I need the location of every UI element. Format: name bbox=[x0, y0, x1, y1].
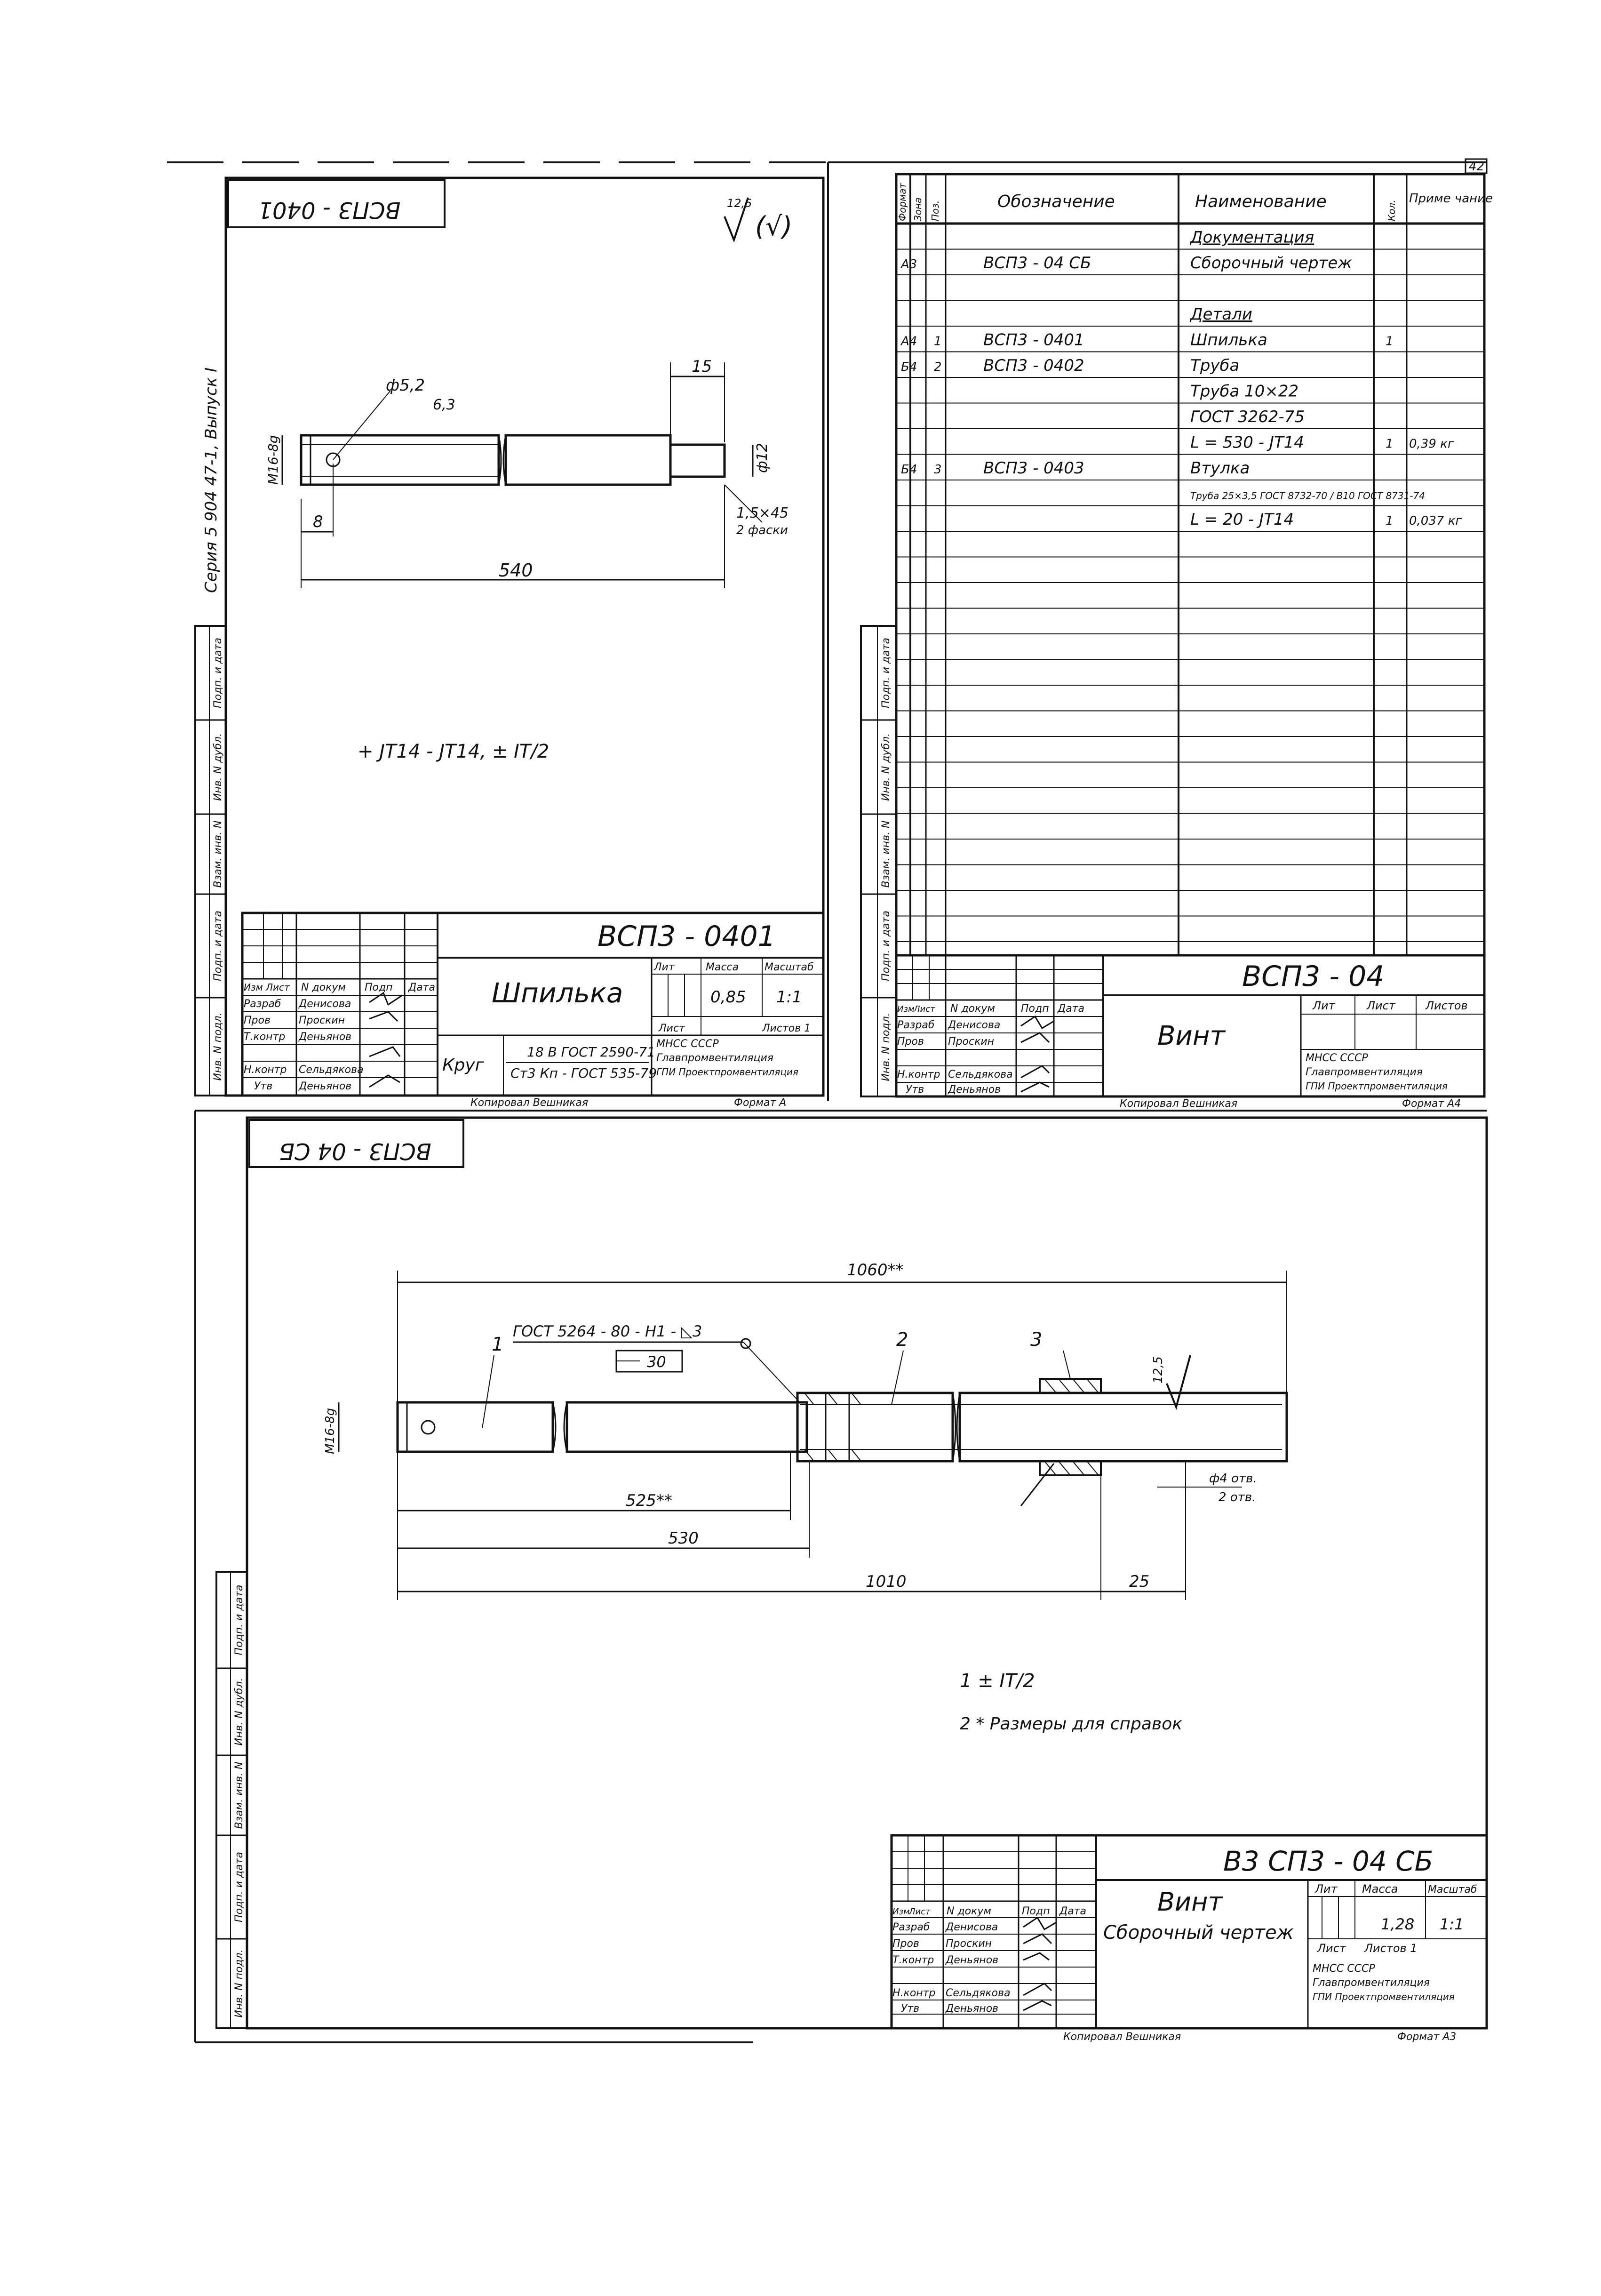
sheet2-title-code: ВСП3 - 04 bbox=[1242, 960, 1385, 993]
hdr-qty: Кол. bbox=[1386, 200, 1397, 221]
sheet3-title-code: В3 СП3 - 04 СБ bbox=[1223, 1845, 1434, 1877]
s2-stamp-list: Лист bbox=[914, 1004, 935, 1014]
dim-25: 25 bbox=[1129, 1572, 1150, 1591]
spec-cell-name: ГОСТ 3262-75 bbox=[1190, 408, 1305, 426]
stamp-sign: Подп bbox=[365, 982, 393, 993]
stamp-name-2: Проскин bbox=[299, 1015, 345, 1026]
s3-name-5: Деньянов bbox=[946, 2003, 999, 2015]
stamp-role-2: Пров bbox=[244, 1015, 271, 1026]
dim-525: 525** bbox=[626, 1491, 672, 1510]
sheet1-mass: Масса bbox=[706, 961, 739, 973]
sheet2-org3: ГПИ Проектпромвентиляция bbox=[1306, 1080, 1448, 1092]
sheet3-code-mirrored: ВСП3 - 04 СБ bbox=[279, 1138, 431, 1164]
s2-role-4: Н.контр bbox=[897, 1069, 940, 1080]
s3-role-4: Н.контр bbox=[892, 1987, 936, 1999]
page-number: 42 bbox=[1469, 160, 1485, 174]
sheet2-format: Формат А4 bbox=[1402, 1098, 1461, 1110]
sheet2-sheets: Листов bbox=[1426, 999, 1468, 1012]
sheet3-scale: Масштаб bbox=[1428, 1884, 1477, 1896]
hdr-code: Обозначение bbox=[997, 192, 1115, 211]
side-label: Подп. и дата bbox=[233, 1584, 245, 1656]
stamp-date: Дата bbox=[408, 982, 435, 993]
stamp-role-3: Т.контр bbox=[244, 1031, 286, 1043]
s2-role-5: Утв bbox=[906, 1084, 924, 1096]
sheet3-title-sub: Сборочный чертеж bbox=[1103, 1922, 1294, 1944]
side-label: Подп. и дата bbox=[212, 911, 224, 981]
spec-cell-name: Сборочный чертеж bbox=[1190, 254, 1352, 272]
dim-15: 15 bbox=[692, 357, 712, 376]
s3-stamp-list: Лист bbox=[909, 1907, 931, 1917]
sheet3-roughness: 12,5 bbox=[1151, 1356, 1165, 1384]
stamp-role-4: Н.контр bbox=[244, 1064, 287, 1076]
sheet1-material-prefix: Круг bbox=[442, 1056, 484, 1075]
sheet1-copied: Копировал Вешникая bbox=[470, 1097, 589, 1109]
sheet3-lit: Лит bbox=[1315, 1882, 1338, 1896]
hdr-zone: Зона bbox=[912, 197, 924, 221]
dim-thread: М16-8g bbox=[265, 435, 281, 485]
side-label: Взам. инв. N bbox=[212, 820, 224, 888]
s3-role-2: Пров bbox=[892, 1938, 919, 1950]
hdr-format: Формат bbox=[897, 183, 908, 221]
side-label: Инв. N дубл. bbox=[880, 733, 892, 801]
sheet1-roughness-paren: (√) bbox=[755, 211, 793, 242]
stamp-name-4: Сельдякова bbox=[299, 1064, 364, 1076]
sheet1-lit: Лит bbox=[654, 961, 675, 973]
stamp-name-3: Деньянов bbox=[299, 1031, 352, 1043]
sheet1-title-code: ВСП3 - 0401 bbox=[597, 920, 776, 953]
s3-name-1: Денисова bbox=[946, 1921, 998, 1933]
s2-role-1: Разраб bbox=[897, 1019, 935, 1031]
spec-row-lines bbox=[896, 249, 1484, 942]
sheet2-copied: Копировал Вешникая bbox=[1120, 1098, 1238, 1110]
spec-cell-code: ВСП3 - 0402 bbox=[983, 356, 1084, 375]
sheet3-thread: М16-8g bbox=[323, 1408, 337, 1454]
signature-marks bbox=[369, 993, 402, 1087]
sheet1-code-mirrored: ВСП3 - 0401 bbox=[258, 197, 401, 223]
s2-name-1: Денисова bbox=[948, 1019, 1001, 1031]
sheet1-org3: ГПИ Проектпромвентиляция bbox=[656, 1066, 798, 1078]
stamp-name-1: Денисова bbox=[299, 998, 351, 1010]
sheet1-scale-val: 1:1 bbox=[776, 988, 802, 1007]
dim-chamfer-note: 2 фаски bbox=[736, 523, 788, 537]
spec-table bbox=[896, 174, 1484, 955]
spec-cell-pos: 3 bbox=[934, 463, 942, 477]
sheet3-scale-val: 1:1 bbox=[1440, 1915, 1464, 1933]
spec-cell-note: 0,39 кг bbox=[1409, 437, 1454, 451]
dim-roughness: 6,3 bbox=[433, 397, 455, 413]
side-label: Подп. и дата bbox=[880, 911, 892, 981]
sheet-1 bbox=[195, 178, 823, 1109]
s2-stamp-sign: Подп bbox=[1021, 1003, 1049, 1015]
spec-cell-name: Втулка bbox=[1190, 459, 1250, 478]
note-2: 2 * Размеры для справок bbox=[960, 1714, 1182, 1734]
side-label: Взам. инв. N bbox=[233, 1761, 245, 1829]
screw-assembly-drawing bbox=[339, 1271, 1287, 1600]
s3-role-3: Т.контр bbox=[892, 1954, 934, 1966]
sheet3-mass: Масса bbox=[1362, 1882, 1398, 1896]
spec-cell-qty: 1 bbox=[1386, 334, 1394, 349]
side-label: Подп. и дата bbox=[212, 638, 224, 708]
sheet3-org3: ГПИ Проектпромвентиляция bbox=[1313, 1991, 1455, 2002]
s3-name-2: Проскин bbox=[946, 1938, 992, 1950]
spec-cell-name: Труба 10×22 bbox=[1190, 382, 1299, 401]
dim-hole2: 2 отв. bbox=[1219, 1490, 1256, 1504]
spec-cell-name: Шпилька bbox=[1190, 330, 1267, 350]
sheet1-material-bottom: Ст3 Кп - ГОСТ 535-79 bbox=[510, 1065, 657, 1081]
sheet3-title-name: Винт bbox=[1157, 1887, 1223, 1917]
side-label: Инв. N дубл. bbox=[212, 733, 224, 801]
s3-stamp-ndoc: N докум bbox=[947, 1905, 992, 1917]
spec-cell-fmt: А3 bbox=[901, 257, 917, 272]
sheet3-org2: Главпромвентиляция bbox=[1313, 1977, 1430, 1989]
s3-role-1: Разраб bbox=[892, 1921, 930, 1933]
s3-name-4: Сельдякова bbox=[946, 1987, 1011, 1999]
s2-stamp-ndoc: N докум bbox=[950, 1003, 996, 1015]
dim-8: 8 bbox=[313, 512, 323, 531]
spec-rows bbox=[900, 228, 1462, 529]
sheet1-scale: Масштаб bbox=[765, 961, 814, 973]
side-label: Инв. N дубл. bbox=[233, 1678, 245, 1746]
dim-540: 540 bbox=[499, 560, 533, 581]
sheet3-sheets: Листов 1 bbox=[1364, 1942, 1418, 1955]
sheet1-roughness: 12,5 bbox=[727, 197, 752, 210]
spec-cell-fmt: Б4 bbox=[901, 360, 917, 374]
sheet3-org1: МНСС СССР bbox=[1313, 1963, 1375, 1975]
sheet3-copied: Копировал Вешникая bbox=[1063, 2031, 1181, 2043]
side-label: Подп. и дата bbox=[880, 638, 892, 708]
s3-signature-marks bbox=[1023, 1918, 1056, 2010]
dim-1060: 1060** bbox=[847, 1261, 904, 1280]
dim-hole: ф4 отв. bbox=[1209, 1472, 1257, 1486]
dim-chamfer: 1,5×45 bbox=[736, 505, 789, 521]
s2-stamp-date: Дата bbox=[1058, 1003, 1084, 1015]
sheet3-format: Формат А3 bbox=[1397, 2031, 1457, 2043]
sheet1-title-name: Шпилька bbox=[492, 977, 623, 1009]
s3-stamp-date: Дата bbox=[1059, 1905, 1086, 1917]
spec-cell-name: Документация bbox=[1190, 228, 1314, 247]
sheet1-material-top: 18 В ГОСТ 2590-71 bbox=[527, 1044, 655, 1060]
sheet1-format: Формат А bbox=[734, 1097, 787, 1109]
side-label: Взам. инв. N bbox=[880, 820, 892, 888]
spec-cell-name: L = 20 - JT14 bbox=[1190, 510, 1294, 529]
spec-cell-note: 0,037 кг bbox=[1409, 514, 1462, 528]
dim-d12: ф12 bbox=[754, 443, 771, 473]
sheet1-mass-val: 0,85 bbox=[710, 988, 746, 1007]
s2-signature-marks bbox=[1021, 1016, 1054, 1092]
hdr-pos: Поз. bbox=[930, 200, 941, 221]
sheet1-sheet: Лист bbox=[659, 1023, 685, 1034]
weld-note: ГОСТ 5264 - 80 - Н1 - ◺3 bbox=[513, 1322, 702, 1340]
sheet1-sheets: Листов 1 bbox=[762, 1023, 811, 1034]
side-label: Подп. и дата bbox=[233, 1852, 245, 1922]
spec-cell-name: L = 530 - JT14 bbox=[1190, 433, 1304, 452]
s3-stamp-sign: Подп bbox=[1022, 1905, 1050, 1917]
spec-cell-name: Труба 25×3,5 ГОСТ 8732-70 / В10 ГОСТ 8731-74 bbox=[1190, 490, 1426, 502]
leader-3: 3 bbox=[1030, 1329, 1043, 1351]
side-label: Инв. N подл. bbox=[880, 1013, 892, 1081]
sheet2-lit: Лит bbox=[1313, 999, 1335, 1012]
dim-diameter: ф5,2 bbox=[386, 376, 425, 395]
s2-name-5: Деньянов bbox=[948, 1084, 1001, 1096]
series-label: Серия 5 904 47-1, Выпуск I bbox=[202, 367, 221, 593]
sheet-3 bbox=[195, 1111, 1487, 2043]
dim-1010: 1010 bbox=[866, 1572, 907, 1591]
s3-role-5: Утв bbox=[901, 2003, 920, 2015]
stamp-role-5: Утв bbox=[254, 1080, 273, 1092]
sheet1-org2: Главпромвентиляция bbox=[656, 1052, 773, 1064]
spec-cell-pos: 1 bbox=[934, 334, 942, 349]
hdr-note: Приме чание bbox=[1409, 192, 1493, 206]
side-label: Инв. N подл. bbox=[212, 1012, 224, 1081]
stamp-izm: Изм bbox=[244, 982, 263, 993]
sheet2-org2: Главпромвентиляция bbox=[1306, 1066, 1423, 1078]
dim-530: 530 bbox=[668, 1529, 699, 1548]
sheet-2 bbox=[828, 162, 1493, 1110]
spec-cell-code: ВСП3 - 0403 bbox=[983, 459, 1084, 478]
sheet2-title-name: Винт bbox=[1157, 1021, 1226, 1051]
stamp-role-1: Разраб bbox=[244, 998, 281, 1010]
side-label: Инв. N подл. bbox=[233, 1949, 245, 2018]
spec-cell-code: ВСП3 - 0401 bbox=[983, 330, 1084, 350]
stamp-ndoc: N докум bbox=[301, 982, 346, 993]
sheet2-org1: МНСС СССР bbox=[1306, 1052, 1368, 1064]
spec-cell-fmt: Б4 bbox=[901, 463, 917, 477]
note-1: 1 ± IT/2 bbox=[960, 1670, 1035, 1692]
spec-cell-qty: 1 bbox=[1386, 437, 1394, 451]
stud-drawing bbox=[282, 362, 762, 588]
spec-cell-pos: 2 bbox=[934, 360, 942, 374]
spec-cell-name: Детали bbox=[1190, 305, 1252, 324]
sheet2-sheet: Лист bbox=[1367, 999, 1395, 1012]
spec-cell-fmt: А4 bbox=[901, 334, 917, 349]
sheet3-sheet: Лист bbox=[1317, 1942, 1346, 1955]
tolerance-note: + JT14 - JT14, ± IT/2 bbox=[358, 741, 550, 762]
spec-cell-qty: 1 bbox=[1386, 514, 1394, 528]
stamp-list: Лист bbox=[266, 982, 290, 993]
spec-cell-code: ВСП3 - 04 СБ bbox=[983, 254, 1091, 272]
s2-name-2: Проскин bbox=[948, 1036, 995, 1048]
hdr-name: Наименование bbox=[1195, 192, 1327, 211]
s3-stamp-izm: Изм bbox=[892, 1907, 910, 1917]
leader-1: 1 bbox=[492, 1334, 504, 1355]
weld-box: 30 bbox=[647, 1353, 666, 1371]
s2-role-2: Пров bbox=[897, 1036, 924, 1048]
leader-2: 2 bbox=[896, 1329, 908, 1351]
spec-cell-name: Труба bbox=[1190, 356, 1240, 375]
sheet1-org1: МНСС СССР bbox=[656, 1038, 719, 1050]
s2-name-4: Сельдякова bbox=[948, 1069, 1013, 1080]
s3-name-3: Деньянов bbox=[946, 1954, 999, 1966]
sheet3-mass-val: 1,28 bbox=[1381, 1915, 1415, 1933]
stamp-name-5: Деньянов bbox=[299, 1080, 352, 1092]
s2-stamp-izm: Изм bbox=[897, 1004, 915, 1014]
